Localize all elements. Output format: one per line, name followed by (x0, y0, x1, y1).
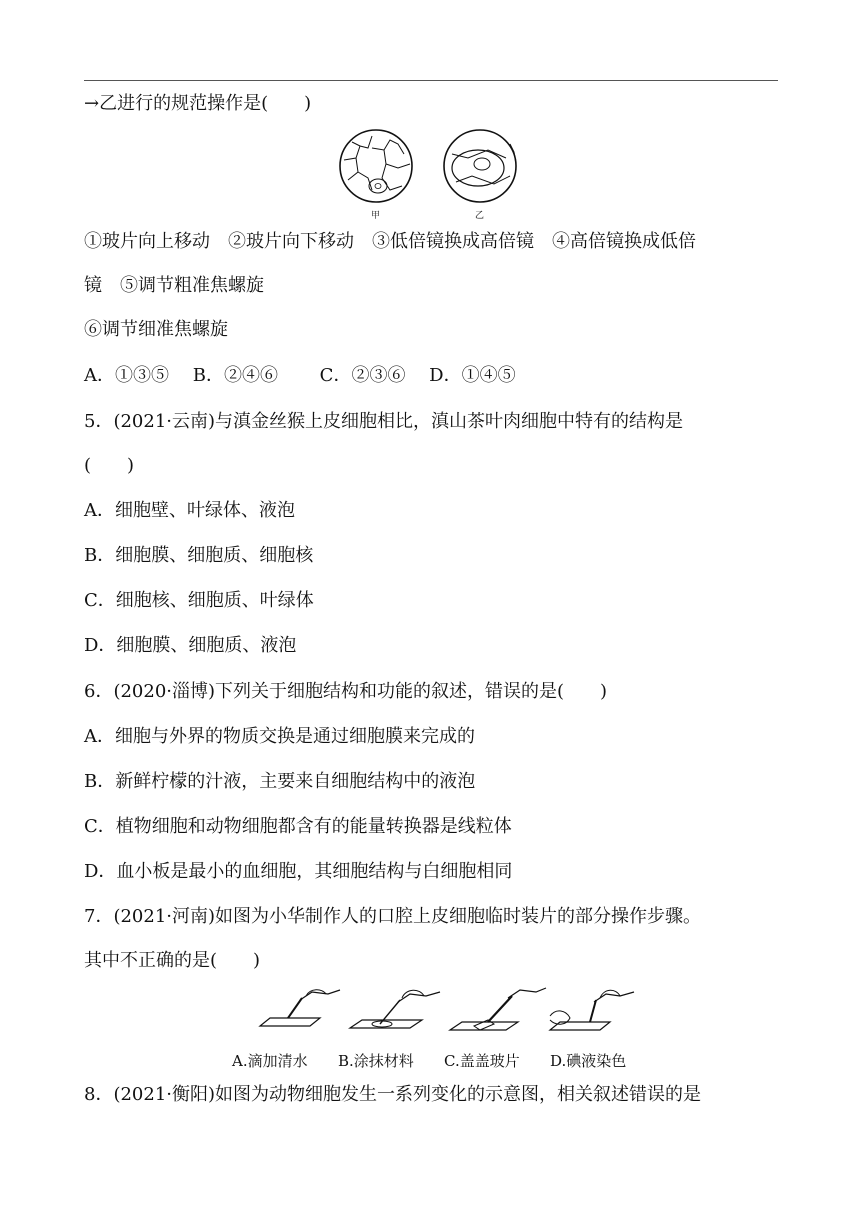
step-d-drawing (550, 990, 634, 1030)
q5-stem: 5．(2021·云南)与滇金丝猴上皮细胞相比，滇山茶叶肉细胞中特有的结构是 (84, 411, 684, 432)
q4-choices: A．①③⑤ B．②④⑥ C．②③⑥ D．①④⑤ (84, 365, 516, 386)
step-d-caption: D.碘液染色 (550, 1052, 627, 1070)
header-rule (84, 80, 778, 81)
q6-option-b: B．新鲜柠檬的汁液，主要来自细胞结构中的液泡 (84, 771, 476, 792)
q5-option-a: A．细胞壁、叶绿体、液泡 (84, 500, 295, 521)
q5-option-b: B．细胞膜、细胞质、细胞核 (84, 545, 314, 566)
slide-steps-figure (232, 986, 640, 1070)
q8-stem: 8．(2021·衡阳)如图为动物细胞发生一系列变化的示意图，相关叙述错误的是 (84, 1084, 702, 1105)
step-a-caption: A.滴加清水 (232, 1052, 308, 1070)
q4-options-line2: 镜 ⑤调节粗准焦螺旋 (84, 275, 264, 296)
q6-option-a: A．细胞与外界的物质交换是通过细胞膜来完成的 (84, 726, 475, 747)
q7-stem: 7．(2021·河南)如图为小华制作人的口腔上皮细胞临时装片的部分操作步骤。 (84, 906, 702, 927)
step-c-caption: C.盖盖玻片 (444, 1052, 520, 1070)
step-c-drawing (450, 988, 546, 1030)
figure-label-yi: 乙 (475, 211, 485, 221)
q6-stem: 6．(2020·淄博)下列关于细胞结构和功能的叙述，错误的是( ) (84, 681, 608, 702)
q4-options-line3: ⑥调节细准焦螺旋 (84, 319, 228, 340)
microscope-figure (338, 124, 528, 220)
q4-stem-tail: →乙进行的规范操作是( ) (84, 93, 312, 114)
q5-option-c: C．细胞核、细胞质、叶绿体 (84, 590, 314, 611)
q4-options-line1: ①玻片向上移动 ②玻片向下移动 ③低倍镜换成高倍镜 ④高倍镜换成低倍 (84, 231, 696, 252)
step-a-drawing (260, 990, 340, 1026)
q7-stem-cont: 其中不正确的是( ) (84, 950, 261, 971)
q5-stem-cont: ( ) (84, 455, 135, 476)
step-b-caption: B.涂抹材料 (338, 1052, 414, 1070)
q6-option-c: C．植物细胞和动物细胞都含有的能量转换器是线粒体 (84, 816, 512, 837)
figure-label-jia: 甲 (371, 211, 381, 221)
q5-option-d: D．细胞膜、细胞质、液泡 (84, 635, 297, 656)
step-b-drawing (350, 990, 440, 1028)
q6-option-d: D．血小板是最小的血细胞，其细胞结构与白细胞相同 (84, 861, 513, 882)
